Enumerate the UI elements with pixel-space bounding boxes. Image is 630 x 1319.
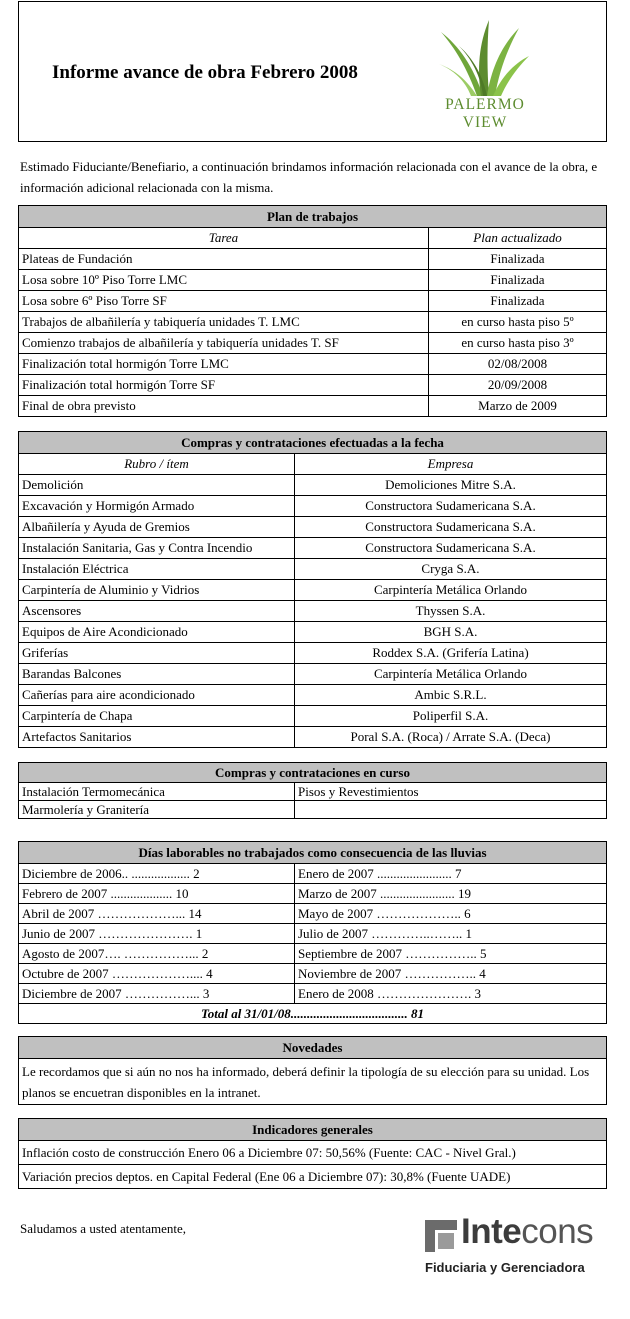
lluvias-month-cell: Junio de 2007 …………………. 1 — [19, 924, 295, 944]
intro-paragraph: Estimado Fiduciante/Benefiario, a continuación brindamos información relacionada con el avance de la obra, e información adicional relacionada con la misma. — [20, 159, 598, 195]
compras-rubro-cell: Demolición — [19, 475, 295, 496]
compras-rubro-cell: Barandas Balcones — [19, 664, 295, 685]
table-row — [19, 291, 607, 312]
en-curso-cell — [295, 801, 607, 819]
plan-task-cell: Finalización total hormigón Torre SF — [19, 375, 429, 396]
intecons-logo — [425, 1212, 615, 1280]
lluvias-month-cell: Enero de 2007 ....................... 7 — [295, 864, 607, 884]
lluvias-month-cell: Marzo de 2007 ....................... 19 — [295, 884, 607, 904]
table-row — [19, 538, 607, 559]
plan-task-cell: Finalización total hormigón Torre LMC — [19, 354, 429, 375]
compras-empresa-cell: Carpintería Metálica Orlando — [295, 664, 607, 685]
plan-task-cell: Plateas de Fundación — [19, 249, 429, 270]
indicador-precios: Variación precios deptos. en Capital Federal (Ene 06 a Diciembre 07): 30,8% (Fuente UADE) — [19, 1165, 607, 1189]
compras-empresa-cell: Ambic S.R.L. — [295, 685, 607, 706]
plan-col-status: Plan actualizado — [429, 228, 607, 249]
lluvias-title: Días laborables no trabajados como consecuencia de las lluvias — [19, 842, 607, 864]
plan-col-task: Tarea — [19, 228, 429, 249]
table-row — [19, 475, 607, 496]
lluvias-month-cell: Noviembre de 2007 …………….. 4 — [295, 964, 607, 984]
compras-rubro-cell: Albañilería y Ayuda de Gremios — [19, 517, 295, 538]
en-curso-title: Compras y contrataciones en curso — [19, 763, 607, 783]
intecons-name-light: cons — [521, 1212, 594, 1251]
compras-table — [18, 431, 607, 748]
novedades-text: Le recordamos que si aún no nos ha informado, deberá definir la tipología de su elección para su unidad. Los planos se encuetran disponibles en la intranet. — [19, 1059, 607, 1105]
compras-empresa-cell: Poliperfil S.A. — [295, 706, 607, 727]
table-row — [19, 706, 607, 727]
plan-status-cell: Finalizada — [429, 249, 607, 270]
compras-rubro-cell: Excavación y Hormigón Armado — [19, 496, 295, 517]
logo-text-view: VIEW — [462, 114, 508, 131]
compras-rubro-cell: Equipos de Aire Acondicionado — [19, 622, 295, 643]
lluvias-month-cell: Octubre de 2007 ……………….... 4 — [19, 964, 295, 984]
novedades-title: Novedades — [19, 1037, 607, 1059]
plan-status-cell: en curso hasta piso 3º — [429, 333, 607, 354]
en-curso-cell: Instalación Termomecánica — [19, 783, 295, 801]
closing-text: Saludamos a usted atentamente, — [20, 1221, 187, 1236]
lluvias-month-cell: Septiembre de 2007 …………….. 5 — [295, 944, 607, 964]
table-row — [19, 964, 607, 984]
plan-task-cell: Losa sobre 10º Piso Torre LMC — [19, 270, 429, 291]
compras-empresa-cell: BGH S.A. — [295, 622, 607, 643]
plan-table — [18, 205, 607, 417]
compras-rubro-cell: Instalación Eléctrica — [19, 559, 295, 580]
table-row — [19, 517, 607, 538]
lluvias-month-cell: Enero de 2008 …………………. 3 — [295, 984, 607, 1004]
plan-title: Plan de trabajos — [19, 206, 607, 228]
intecons-name-bold: Inte — [461, 1212, 522, 1251]
plan-status-cell: en curso hasta piso 5º — [429, 312, 607, 333]
report-header — [18, 1, 607, 142]
compras-empresa-cell: Thyssen S.A. — [295, 601, 607, 622]
plan-status-cell: 20/09/2008 — [429, 375, 607, 396]
table-row — [19, 580, 607, 601]
en-curso-cell: Marmolería y Granitería — [19, 801, 295, 819]
compras-empresa-cell: Constructora Sudamericana S.A. — [295, 538, 607, 559]
table-row — [19, 924, 607, 944]
table-row — [19, 249, 607, 270]
table-row — [19, 685, 607, 706]
compras-empresa-cell: Roddex S.A. (Grifería Latina) — [295, 643, 607, 664]
table-row — [19, 559, 607, 580]
lluvias-month-cell: Julio de 2007 …………..…….. 1 — [295, 924, 607, 944]
lluvias-month-cell: Diciembre de 2006.. .................. 2 — [19, 864, 295, 884]
en-curso-cell: Pisos y Revestimientos — [295, 783, 607, 801]
lluvias-table — [18, 841, 607, 1024]
indicador-inflacion: Inflación costo de construcción Enero 06 a Diciembre 07: 50,56% (Fuente: CAC - Nivel Gral.) — [19, 1141, 607, 1165]
lluvias-month-cell: Mayo de 2007 ……………….. 6 — [295, 904, 607, 924]
table-row — [19, 727, 607, 748]
compras-empresa-cell: Demoliciones Mitre S.A. — [295, 475, 607, 496]
compras-title: Compras y contrataciones efectuadas a la fecha — [19, 432, 607, 454]
compras-empresa-cell: Poral S.A. (Roca) / Arrate S.A. (Deca) — [295, 727, 607, 748]
table-row — [19, 864, 607, 884]
table-row — [19, 664, 607, 685]
plan-status-cell: 02/08/2008 — [429, 354, 607, 375]
table-row — [19, 783, 607, 801]
compras-col-rubro: Rubro / ítem — [19, 454, 295, 475]
novedades-table — [18, 1036, 607, 1105]
compras-col-empresa: Empresa — [295, 454, 607, 475]
compras-rubro-cell: Griferías — [19, 643, 295, 664]
table-row — [19, 312, 607, 333]
report-title: Informe avance de obra Febrero 2008 — [52, 62, 358, 83]
indicadores-table — [18, 1118, 607, 1189]
compras-empresa-cell: Constructora Sudamericana S.A. — [295, 496, 607, 517]
plan-task-cell: Final de obra previsto — [19, 396, 429, 417]
table-row — [19, 270, 607, 291]
table-row — [19, 375, 607, 396]
compras-rubro-cell: Carpintería de Chapa — [19, 706, 295, 727]
compras-empresa-cell: Cryga S.A. — [295, 559, 607, 580]
table-row — [19, 601, 607, 622]
lluvias-month-cell: Abril de 2007 ………………... 14 — [19, 904, 295, 924]
table-row — [19, 884, 607, 904]
compras-rubro-cell: Cañerías para aire acondicionado — [19, 685, 295, 706]
table-row — [19, 984, 607, 1004]
table-row — [19, 801, 607, 819]
logo-text-palermo: PALERMO — [445, 96, 525, 113]
table-row — [19, 396, 607, 417]
intecons-square-icon — [425, 1220, 457, 1252]
intecons-name — [461, 1212, 593, 1252]
table-row — [19, 643, 607, 664]
compras-empresa-cell: Constructora Sudamericana S.A. — [295, 517, 607, 538]
plan-status-cell: Marzo de 2009 — [429, 396, 607, 417]
lluvias-month-cell: Diciembre de 2007 ……………... 3 — [19, 984, 295, 1004]
plan-status-cell: Finalizada — [429, 270, 607, 291]
compras-rubro-cell: Carpintería de Aluminio y Vidrios — [19, 580, 295, 601]
intecons-subtitle: Fiduciaria y Gerenciadora — [425, 1260, 585, 1275]
grass-logo-icon — [437, 18, 533, 98]
compras-rubro-cell: Artefactos Sanitarios — [19, 727, 295, 748]
plan-status-cell: Finalizada — [429, 291, 607, 312]
en-curso-table — [18, 762, 607, 819]
table-row — [19, 354, 607, 375]
table-row — [19, 333, 607, 354]
table-row — [19, 496, 607, 517]
compras-rubro-cell: Instalación Sanitaria, Gas y Contra Incendio — [19, 538, 295, 559]
compras-empresa-cell: Carpintería Metálica Orlando — [295, 580, 607, 601]
lluvias-month-cell: Agosto de 2007…. ……………... 2 — [19, 944, 295, 964]
table-row — [19, 944, 607, 964]
lluvias-total: Total al 31/01/08.................................... 81 — [19, 1004, 607, 1024]
plan-task-cell: Losa sobre 6º Piso Torre SF — [19, 291, 429, 312]
lluvias-month-cell: Febrero de 2007 ................... 10 — [19, 884, 295, 904]
compras-rubro-cell: Ascensores — [19, 601, 295, 622]
palermo-view-logo — [437, 18, 533, 136]
indicadores-title: Indicadores generales — [19, 1119, 607, 1141]
table-row — [19, 904, 607, 924]
table-row — [19, 622, 607, 643]
plan-task-cell: Comienzo trabajos de albañilería y tabiquería unidades T. SF — [19, 333, 429, 354]
plan-task-cell: Trabajos de albañilería y tabiquería unidades T. LMC — [19, 312, 429, 333]
